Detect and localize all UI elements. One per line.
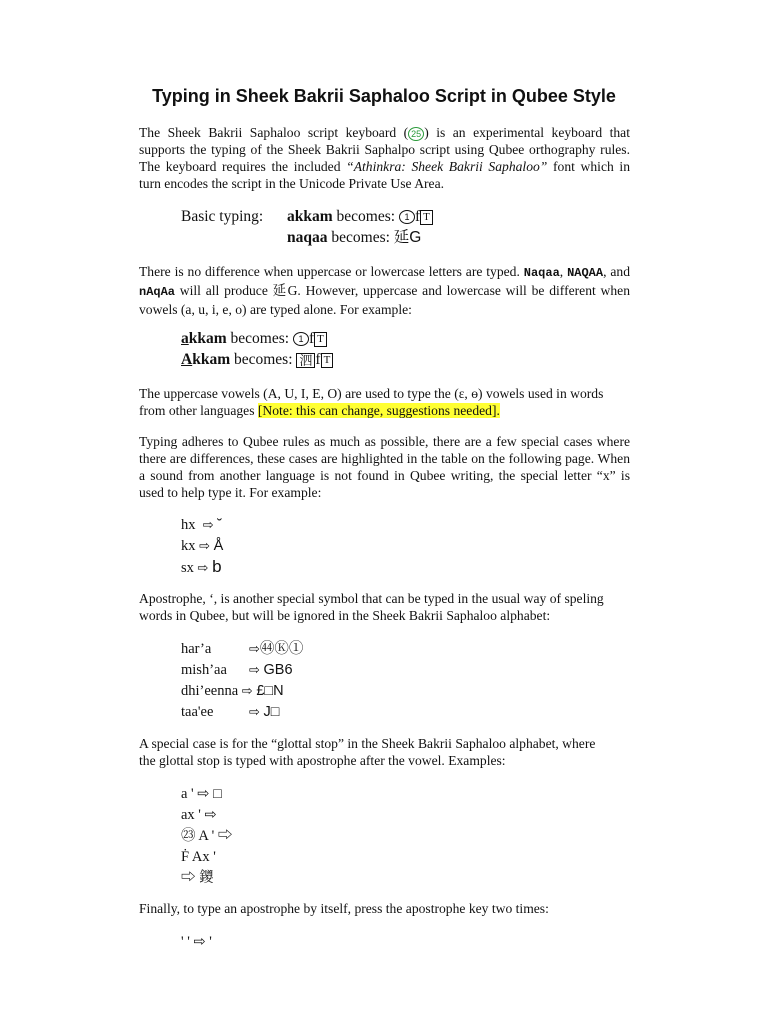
apostrophe-example-row xyxy=(181,702,280,723)
qubee-rules-paragraph: Typing adheres to Qubee rules as much as possible, there are a few special cases where there are differences, these cases are highlighted in the table on the following page. When a sound from another language is not found in Qubee writing, the special letter “x” is used to help type it. For example: xyxy=(139,434,630,500)
glyph-box: 泗 xyxy=(296,353,315,368)
x-example-output: ˘ xyxy=(217,517,223,533)
case-example-becomes: becomes: xyxy=(230,330,290,347)
case-example-uppercase xyxy=(181,350,333,370)
arrow-icon: ⇨ xyxy=(249,705,260,720)
example-naqaa-mixed: nAqAa xyxy=(139,285,176,299)
case-example-rest: kkam xyxy=(188,330,227,347)
arrow-icon: ⇨ xyxy=(249,642,260,657)
circled-one-glyph: 1 xyxy=(293,332,309,346)
glottal-line: ㉓ A ' ⇨ xyxy=(181,828,233,844)
case-comma: , xyxy=(559,264,568,279)
apostrophe-example-row xyxy=(181,639,303,660)
case-example-rest: kkam xyxy=(192,351,231,368)
case-example-mid: f xyxy=(315,351,321,368)
x-example-input: sx xyxy=(181,560,194,576)
basic-word-1: akkam xyxy=(287,208,333,225)
case-example-first-letter: A xyxy=(181,351,193,368)
example-naqaa: Naqaa xyxy=(523,266,560,280)
arrow-icon: ⇨ xyxy=(249,663,260,678)
basic-becomes-2: becomes: xyxy=(331,229,390,246)
glottal-line: a ' ⇨ □ xyxy=(181,786,222,802)
basic-typing-line-2 xyxy=(287,228,421,248)
glottal-line: Ḟ Ax ' xyxy=(181,849,216,865)
case-example-becomes: becomes: xyxy=(233,351,293,368)
case-text-a: There is no difference when uppercase or lowercase letters are typed. xyxy=(139,264,524,279)
apostrophe-example-output: J□ xyxy=(263,704,280,720)
arrow-icon: ⇨ xyxy=(197,561,209,576)
case-paragraph xyxy=(139,263,630,318)
apostrophe-paragraph: Apostrophe, ‘, is another special symbol that can be typed in the usual way of speling words in Qubee, but will be ignored in the Sheek Bakrii Saphaloo alphabet: xyxy=(139,591,604,623)
case-text-b: will all produce 延G. However, uppercase and lowercase will be different when vowels (a, u, i, e, o) are typed alone. For example: xyxy=(139,283,630,317)
case-example-lowercase xyxy=(181,329,327,349)
x-example-row xyxy=(181,536,223,557)
note-highlight: [Note: this can change, suggestions needed]. xyxy=(257,403,500,418)
basic-word-2: naqaa xyxy=(287,229,328,246)
example-naqaa-upper: NAQAA xyxy=(567,266,604,280)
x-example-row xyxy=(181,515,222,536)
apostrophe-example-output: ㊹Ⓚ① xyxy=(259,641,304,657)
uppercase-vowels-paragraph xyxy=(139,385,630,419)
apostrophe-example-output: GB6 xyxy=(263,662,293,678)
intro-paragraph xyxy=(139,124,630,192)
basic-output-1-mid: f xyxy=(414,208,421,225)
boxed-t-glyph: T xyxy=(420,210,433,225)
case-and: , and xyxy=(603,264,630,279)
glottal-stop-paragraph: A special case is for the “glottal stop” in the Sheek Bakrii Saphaloo alphabet, where the glottal stop is typed with apostrophe after the vowel. Examples: xyxy=(139,736,596,768)
boxed-t-glyph: T xyxy=(321,353,334,368)
intro-text-2: ) is an experimental keyboard that supports the typing of the Sheek Bakrii Saphalpo script using Qubee orthography rules. The keyboard requires the included xyxy=(139,125,630,174)
intro-text-1: The Sheek Bakrii Saphaloo script keyboard ( xyxy=(139,125,409,140)
glottal-line: ⇨ 鑁 xyxy=(181,870,214,886)
intro-text-3: font which in turn encodes the script in the Unicode Private Use Area. xyxy=(139,159,630,191)
apostrophe-example-input: har’a xyxy=(181,641,212,657)
page-title: Typing in Sheek Bakrii Saphaloo Script in Qubee Style xyxy=(152,86,616,106)
uppercase-text: The uppercase vowels (A, U, I, E, O) are used to type the (ɛ, ɵ) vowels used in words from other languages xyxy=(139,386,604,418)
circled-one-glyph: 1 xyxy=(399,210,415,224)
glottal-line: ax ' ⇨ xyxy=(181,807,217,823)
x-example-row xyxy=(181,557,222,579)
arrow-icon: ⇨ xyxy=(202,518,214,533)
x-example-output: b xyxy=(212,557,222,576)
basic-output-2: 延G xyxy=(393,229,422,246)
case-example-first-letter: a xyxy=(181,330,189,347)
x-example-output: Å xyxy=(213,538,224,554)
apostrophe-example-row xyxy=(181,660,293,681)
keyboard-badge-icon: 25 xyxy=(408,127,424,141)
x-example-input: hx xyxy=(181,517,196,533)
apostrophe-example-input: dhi’eenna xyxy=(181,683,239,699)
arrow-icon: ⇨ xyxy=(241,684,253,699)
apostrophe-example-output: £□N xyxy=(256,683,284,699)
apostrophe-example-input: taa'ee xyxy=(181,704,214,720)
final-paragraph: Finally, to type an apostrophe by itself, press the apostrophe key two times: xyxy=(139,901,549,916)
basic-typing-line-1 xyxy=(181,207,433,227)
apostrophe-example-row xyxy=(181,681,284,702)
final-example: ' ' ⇨ ' xyxy=(181,934,212,950)
apostrophe-example-input: mish’aa xyxy=(181,662,227,678)
case-example-mid: f xyxy=(308,330,315,347)
boxed-t-glyph: T xyxy=(314,332,327,347)
x-example-input: kx xyxy=(181,538,196,554)
basic-becomes-1: becomes: xyxy=(336,208,396,225)
basic-typing-label: Basic typing: xyxy=(181,208,264,225)
arrow-icon: ⇨ xyxy=(199,539,211,554)
font-name: “Athinkra: Sheek Bakrii Saphaloo” xyxy=(346,159,548,174)
